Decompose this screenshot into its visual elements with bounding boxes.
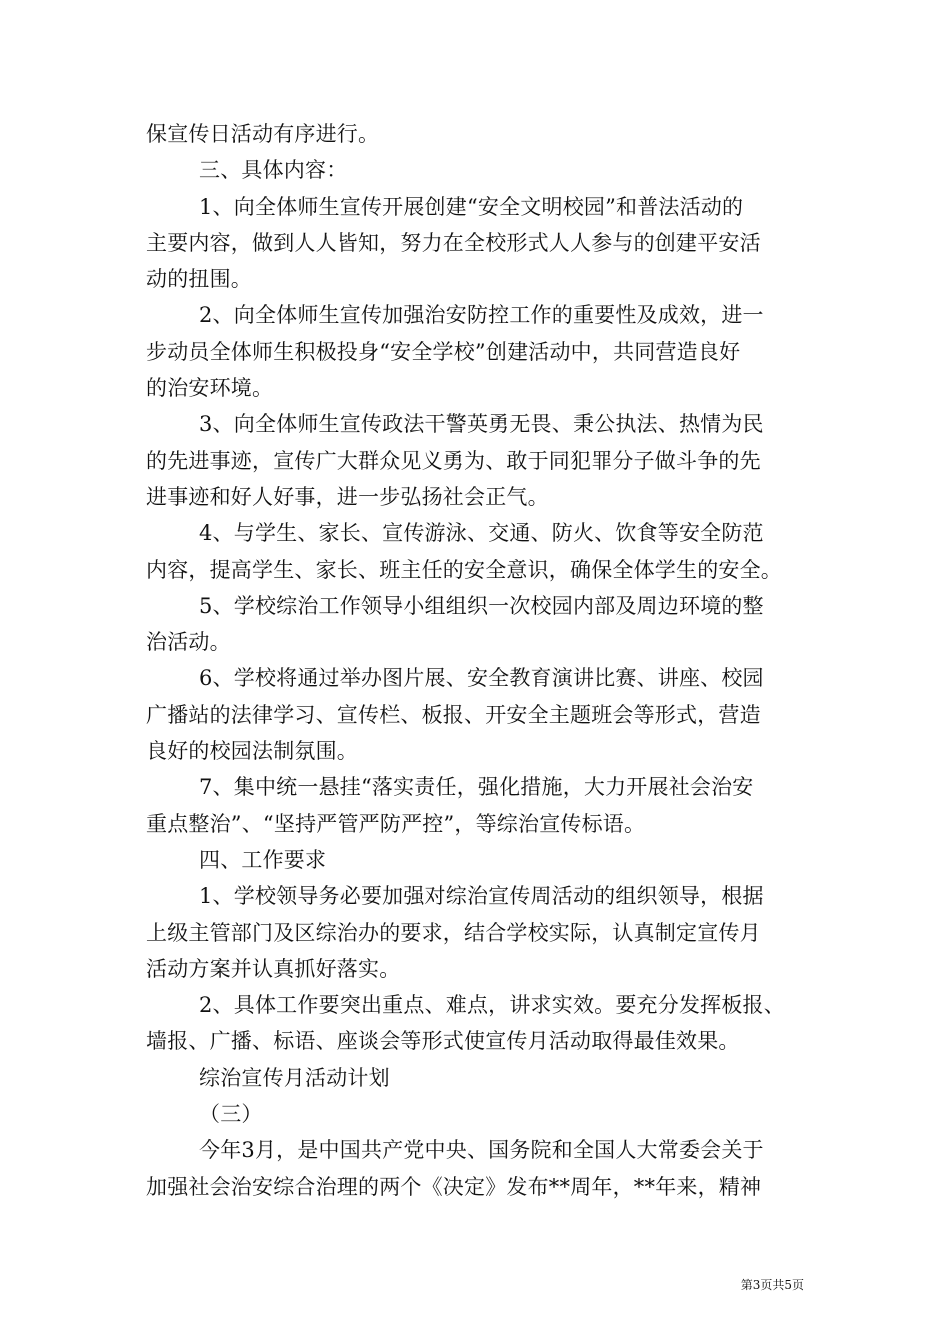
text-line: （三） [199, 1102, 263, 1127]
text-line: 5、学校综治工作领导小组组织一次校园内部及周边环境的整 [199, 593, 764, 618]
text-line: 广播站的法律学习、宣传栏、板报、开安全主题班会等形式，营造 [146, 702, 761, 727]
text-line: 上级主管部门及区综治办的要求，结合学校实际，认真制定宣传月 [146, 920, 761, 945]
text-line: 活动方案并认真抓好落实。 [146, 956, 401, 981]
text-line: 1、学校领导务必要加强对综治宣传周活动的组织领导，根据 [199, 884, 764, 909]
text-line: 治活动。 [146, 630, 231, 655]
text-line: 7、集中统一悬挂“落实责任，强化措施，大力开展社会治安 [199, 775, 754, 800]
text-line: 6、学校将通过举办图片展、安全教育演讲比赛、讲座、校园 [199, 666, 764, 691]
text-line: 四、工作要求 [199, 847, 327, 872]
document-body [146, 116, 806, 1205]
text-line: 2、向全体师生宣传加强治安防控工作的重要性及成效，进一 [199, 303, 764, 328]
text-line: 保宣传日活动有序进行。 [146, 122, 380, 146]
text-line: 步动员全体师生积极投身“安全学校”创建活动中，共同营造良好 [146, 339, 741, 364]
text-line: 重点整治”、“坚持严管严防严控”，等综治宣传标语。 [146, 811, 646, 836]
text-line: 2、具体工作要突出重点、难点，讲求实效。要充分发挥板报、 [199, 993, 785, 1018]
text-line: 三、具体内容： [199, 158, 348, 183]
text-line: 4、与学生、家长、宣传游泳、交通、防火、饮食等安全防范 [199, 521, 764, 546]
text-line: 的先进事迹，宣传广大群众见义勇为、敢于同犯罪分子做斗争的先 [146, 448, 761, 473]
text-line: 进事迹和好人好事，进一步弘扬社会正气。 [146, 484, 549, 509]
text-line: 动的扭围。 [146, 267, 252, 292]
text-line: 今年3月，是中国共产党中央、国务院和全国人大常委会关于 [199, 1138, 764, 1163]
text-line: 加强社会治安综合治理的两个《决定》发布**周年，**年来，精神 [146, 1174, 762, 1199]
text-line: 内容，提高学生、家长、班主任的安全意识，确保全体学生的安全。 [146, 557, 782, 582]
text-line: 主要内容，做到人人皆知，努力在全校形式人人参与的创建平安活 [146, 230, 761, 255]
text-line: 1、向全体师生宣传开展创建“安全文明校园”和普法活动的 [199, 194, 744, 219]
text-line: 良好的校园法制氛围。 [146, 739, 358, 764]
text-line: 的治安环境。 [146, 376, 274, 401]
page-footer: 第3页共5页 [740, 1278, 804, 1292]
text-line: 综治宣传月活动计划 [199, 1065, 390, 1090]
text-line: 墙报、广播、标语、座谈会等形式使宣传月活动取得最佳效果。 [146, 1029, 740, 1054]
text-line: 3、向全体师生宣传政法干警英勇无畏、秉公执法、热情为民 [199, 412, 764, 437]
